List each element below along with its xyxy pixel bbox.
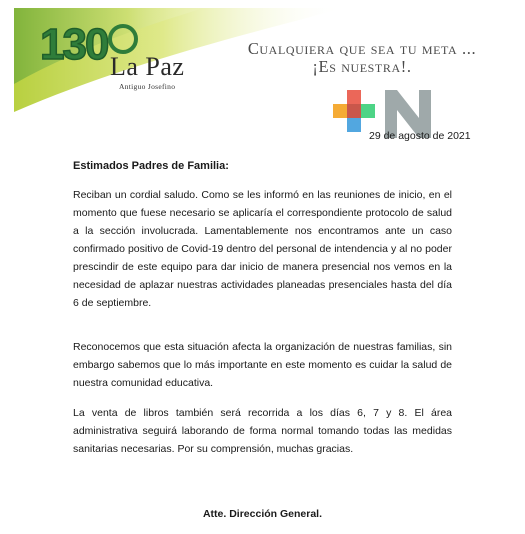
letter-date: 29 de agosto de 2021 xyxy=(369,130,471,142)
letter-paragraph: Reconocemos que esta situación afecta la organización de nuestras familias, sin embargo sabemos que lo más importante en este momento es cuidar la salud de nuestra comunidad educativa. xyxy=(73,341,452,389)
letter-paragraph: Reciban un cordial saludo. Como se les informó en las reuniones de inicio, en el momento que fuese necesario se aplicaría el correspondiente protocolo de salud a la sección involucrada. Lamentablemente nos encontramos ante un caso confirmado positivo de Covid-19 dentro del personal de intendencia y al no poder prescindir de este equipo para dar inicio de manera presencial nos vemos en la necesidad de aplazar nuestras actividades planeadas presenciales hasta del día 6 de septiembre. xyxy=(73,189,452,309)
logo-number: 130 xyxy=(40,20,108,69)
letter-greeting: Estimados Padres de Familia: xyxy=(73,160,229,172)
logo-name: La Paz xyxy=(110,52,185,81)
school-motto xyxy=(207,40,517,76)
logo-subtitle: Antiguo Josefino xyxy=(119,82,176,91)
school-logo xyxy=(40,20,210,100)
motto-line-2: ¡Es nuestra!. xyxy=(312,57,412,76)
motto-line-1: Cualquiera que sea tu meta ... xyxy=(247,39,477,58)
header-banner xyxy=(14,0,525,120)
letter-paragraph: La venta de libros también será recorrida a los días 6, 7 y 8. El área administrativa seguirá laborando de forma normal tomando todas las medidas sanitarias necesarias. Por su comprensión, muchas gracias. xyxy=(73,407,452,455)
letter-signoff: Atte. Dirección General. xyxy=(202,508,323,520)
logo-ring-icon xyxy=(106,22,140,56)
